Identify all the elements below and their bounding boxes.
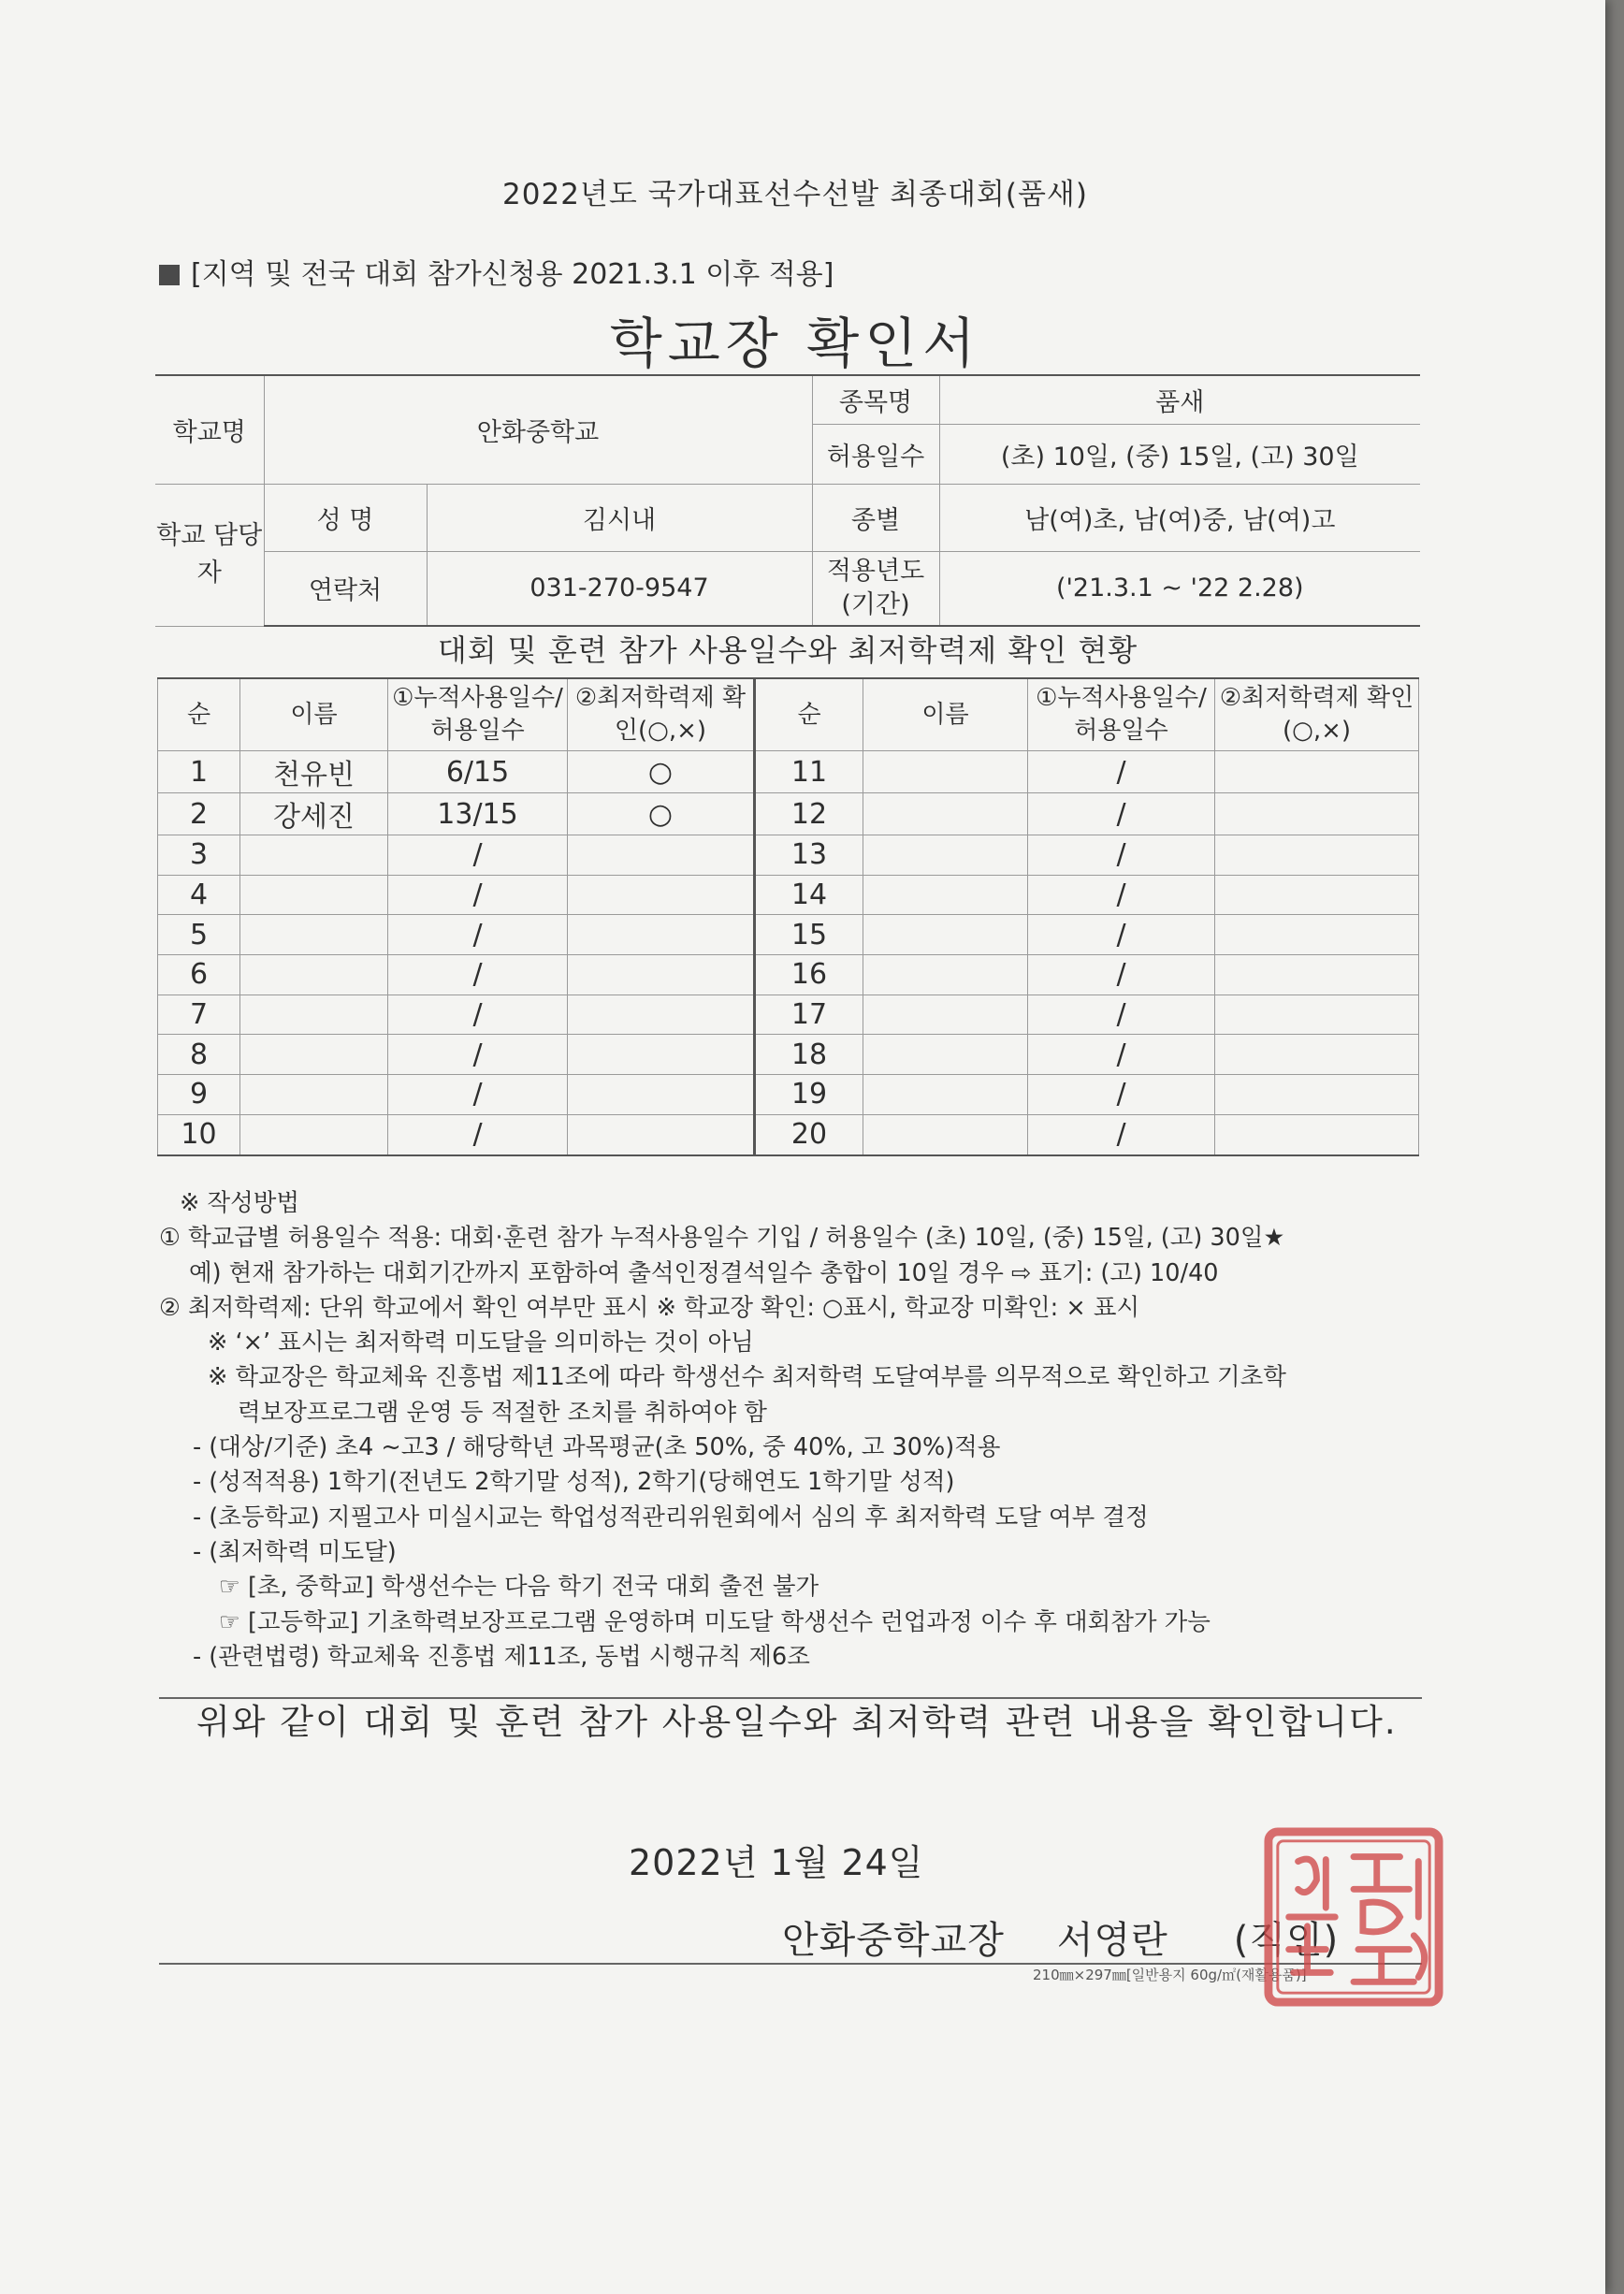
row-name (863, 875, 1028, 915)
row-no: 14 (755, 875, 863, 915)
form-type-line (159, 251, 834, 292)
upper-title: 2022년도 국가대표선수선발 최종대회(품새) (502, 178, 1088, 211)
row-days: / (388, 995, 568, 1035)
row-name (240, 1114, 388, 1154)
instruction-line: - (초등학교) 지필고사 미실시교는 학업성적관리위원회에서 심의 후 최저학력 도달 여부 결정 (193, 1503, 1149, 1532)
row-check (1215, 955, 1419, 995)
row-name (863, 751, 1028, 793)
instructions-block (159, 1186, 1469, 1675)
instruction-line: ☞ [초, 중학교] 학생선수는 다음 학기 전국 대회 출전 불가 (219, 1573, 819, 1602)
row-name (863, 835, 1028, 876)
row-days: / (388, 1114, 568, 1154)
row-check (568, 1075, 755, 1115)
header-name: 이름 (863, 678, 1028, 751)
event-label: 종목명 (812, 375, 939, 424)
square-bullet-icon (159, 265, 180, 285)
row-days: / (1028, 1035, 1215, 1075)
seal-label: (직인) (1233, 1919, 1340, 1962)
row-name (240, 955, 388, 995)
row-check (1215, 1114, 1419, 1154)
allowed-days-label: 허용일수 (812, 424, 939, 484)
manager-label: 학교 담당자 (155, 484, 264, 626)
instruction-line: 예) 현재 참가하는 대회기간까지 포함하여 출석인정결석일수 총합이 10일 경우 ⇨ 표기: (고) 10/40 (189, 1258, 1219, 1287)
row-name (240, 875, 388, 915)
row-no: 4 (158, 875, 240, 915)
category-label: 종별 (812, 484, 939, 551)
row-days: / (1028, 995, 1215, 1035)
row-check (1215, 1075, 1419, 1115)
document-title: 학교장 확인서 (609, 312, 981, 375)
row-check: ○ (568, 751, 755, 793)
signature-date: 2022년 1월 24일 (629, 1842, 924, 1883)
row-check (568, 995, 755, 1035)
row-check (568, 875, 755, 915)
row-name (240, 1035, 388, 1075)
school-info-table (155, 374, 1420, 627)
row-name (240, 835, 388, 876)
row-name (240, 995, 388, 1035)
row-days: / (388, 1035, 568, 1075)
athlete-roster-table (157, 677, 1419, 1156)
instruction-line: 력보장프로그램 운영 등 적절한 조치를 취하여야 함 (238, 1398, 767, 1427)
row-days: / (1028, 751, 1215, 793)
instructions-heading: ※ 작성방법 (180, 1189, 300, 1217)
row-check (568, 1114, 755, 1154)
manager-name-label: 성 명 (264, 484, 427, 551)
row-name: 천유빈 (240, 751, 388, 793)
row-check (1215, 995, 1419, 1035)
row-no: 7 (158, 995, 240, 1035)
header-check: ②최저학력제 확인(○,×) (1215, 678, 1419, 751)
row-check (1215, 793, 1419, 835)
row-check (568, 1035, 755, 1075)
signer-title: 안화중학교장 (782, 1919, 1005, 1962)
row-no: 18 (755, 1035, 863, 1075)
row-name (863, 1114, 1028, 1154)
row-check (1215, 835, 1419, 876)
instruction-line: - (대상/기준) 초4 ~고3 / 해당학년 과목평균(초 50%, 중 40%, 고 30%)적용 (193, 1433, 1001, 1462)
row-no: 10 (158, 1114, 240, 1154)
row-no: 8 (158, 1035, 240, 1075)
instruction-line: ② 최저학력제: 단위 학교에서 확인 여부만 표시 ※ 학교장 확인: ○표시, 학교장 미확인: × 표시 (159, 1293, 1140, 1322)
row-no: 1 (158, 751, 240, 793)
row-days: / (388, 875, 568, 915)
row-name: 강세진 (240, 793, 388, 835)
row-no: 11 (755, 751, 863, 793)
form-type-text: [지역 및 전국 대회 참가신청용 2021.3.1 이후 적용] (191, 258, 834, 291)
signer-name: 서영란 (1056, 1919, 1168, 1962)
table-row (158, 1075, 1419, 1115)
header-no: 순 (158, 678, 240, 751)
instruction-line: ☞ [고등학교] 기초학력보장프로그램 운영하며 미도달 학생선수 런업과정 이수 후 대회참가 가능 (219, 1607, 1211, 1636)
instruction-line: ① 학교급별 허용일수 적용: 대회·훈련 참가 누적사용일수 기입 / 허용일수 (초) 10일, (중) 15일, (고) 30일★ (159, 1224, 1285, 1253)
table-row (158, 875, 1419, 915)
row-no: 6 (158, 955, 240, 995)
roster-section-title: 대회 및 훈련 참가 사용일수와 최저학력제 확인 현황 (437, 632, 1138, 668)
instruction-line: ※ ‘×’ 표시는 최저학력 미도달을 의미하는 것이 아님 (208, 1328, 754, 1358)
row-no: 17 (755, 995, 863, 1035)
row-check (1215, 915, 1419, 955)
row-no: 12 (755, 793, 863, 835)
header-check: ②최저학력제 확인(○,×) (568, 678, 755, 751)
row-check (1215, 751, 1419, 793)
row-no: 19 (755, 1075, 863, 1115)
row-name (863, 793, 1028, 835)
row-check (1215, 1035, 1419, 1075)
row-check (568, 955, 755, 995)
row-check: ○ (568, 793, 755, 835)
row-name (863, 995, 1028, 1035)
row-no: 20 (755, 1114, 863, 1154)
instruction-line: ※ 학교장은 학교체육 진흥법 제11조에 따라 학생선수 최저학력 도달여부를 의무적으로 확인하고 기초학 (208, 1363, 1286, 1392)
school-name-label: 학교명 (155, 375, 264, 484)
row-name (240, 1075, 388, 1115)
period-value: ('21.3.1 ~ '22 2.28) (939, 551, 1420, 626)
row-days: / (1028, 1114, 1215, 1154)
row-no: 3 (158, 835, 240, 876)
header-days: ①누적사용일수/ 허용일수 (388, 678, 568, 751)
table-row (158, 751, 1419, 793)
manager-name-value: 김시내 (427, 484, 812, 551)
official-seal-stamp (1261, 1824, 1446, 2010)
contact-value: 031-270-9547 (427, 551, 812, 626)
event-value: 품새 (939, 375, 1420, 424)
row-days: / (1028, 915, 1215, 955)
row-no: 9 (158, 1075, 240, 1115)
row-no: 2 (158, 793, 240, 835)
table-row (158, 955, 1419, 995)
instruction-line: - (성적적용) 1학기(전년도 2학기말 성적), 2학기(당해연도 1학기말 성적) (193, 1468, 955, 1497)
allowed-days-value: (초) 10일, (중) 15일, (고) 30일 (939, 424, 1420, 484)
row-days: / (388, 835, 568, 876)
table-row (158, 1035, 1419, 1075)
row-name (863, 915, 1028, 955)
row-no: 5 (158, 915, 240, 955)
signer-line (782, 1910, 1339, 1964)
row-days: / (388, 915, 568, 955)
instruction-line: - (관련법령) 학교체육 진흥법 제11조, 동법 시행규칙 제6조 (193, 1642, 810, 1671)
row-check (568, 915, 755, 955)
row-days: / (1028, 955, 1215, 995)
school-name-value: 안화중학교 (264, 375, 812, 484)
row-days: / (388, 1075, 568, 1115)
table-row (158, 995, 1419, 1035)
confirmation-statement: 위와 같이 대회 및 훈련 참가 사용일수와 최저학력 관련 내용을 확인합니다. (196, 1702, 1398, 1742)
table-row (158, 793, 1419, 835)
table-row (158, 915, 1419, 955)
header-days: ①누적사용일수/ 허용일수 (1028, 678, 1215, 751)
row-name (863, 1035, 1028, 1075)
row-name (863, 1075, 1028, 1115)
header-no: 순 (755, 678, 863, 751)
row-name (863, 955, 1028, 995)
row-days: / (1028, 1075, 1215, 1115)
row-days: / (1028, 793, 1215, 835)
row-days: 13/15 (388, 793, 568, 835)
row-check (1215, 875, 1419, 915)
row-no: 15 (755, 915, 863, 955)
row-no: 16 (755, 955, 863, 995)
category-value: 남(여)초, 남(여)중, 남(여)고 (939, 484, 1420, 551)
instruction-line: - (최저학력 미도달) (193, 1537, 397, 1566)
header-name: 이름 (240, 678, 388, 751)
row-days: / (388, 955, 568, 995)
row-name (240, 915, 388, 955)
paper-spec: 210㎜×297㎜[일반용지 60g/㎡(재활용품)] (1033, 1967, 1307, 1983)
table-row (158, 1114, 1419, 1154)
row-days: / (1028, 835, 1215, 876)
row-days: / (1028, 875, 1215, 915)
contact-label: 연락처 (264, 551, 427, 626)
table-row (158, 835, 1419, 876)
period-label: 적용년도 (기간) (812, 551, 939, 626)
row-days: 6/15 (388, 751, 568, 793)
row-no: 13 (755, 835, 863, 876)
row-check (568, 835, 755, 876)
